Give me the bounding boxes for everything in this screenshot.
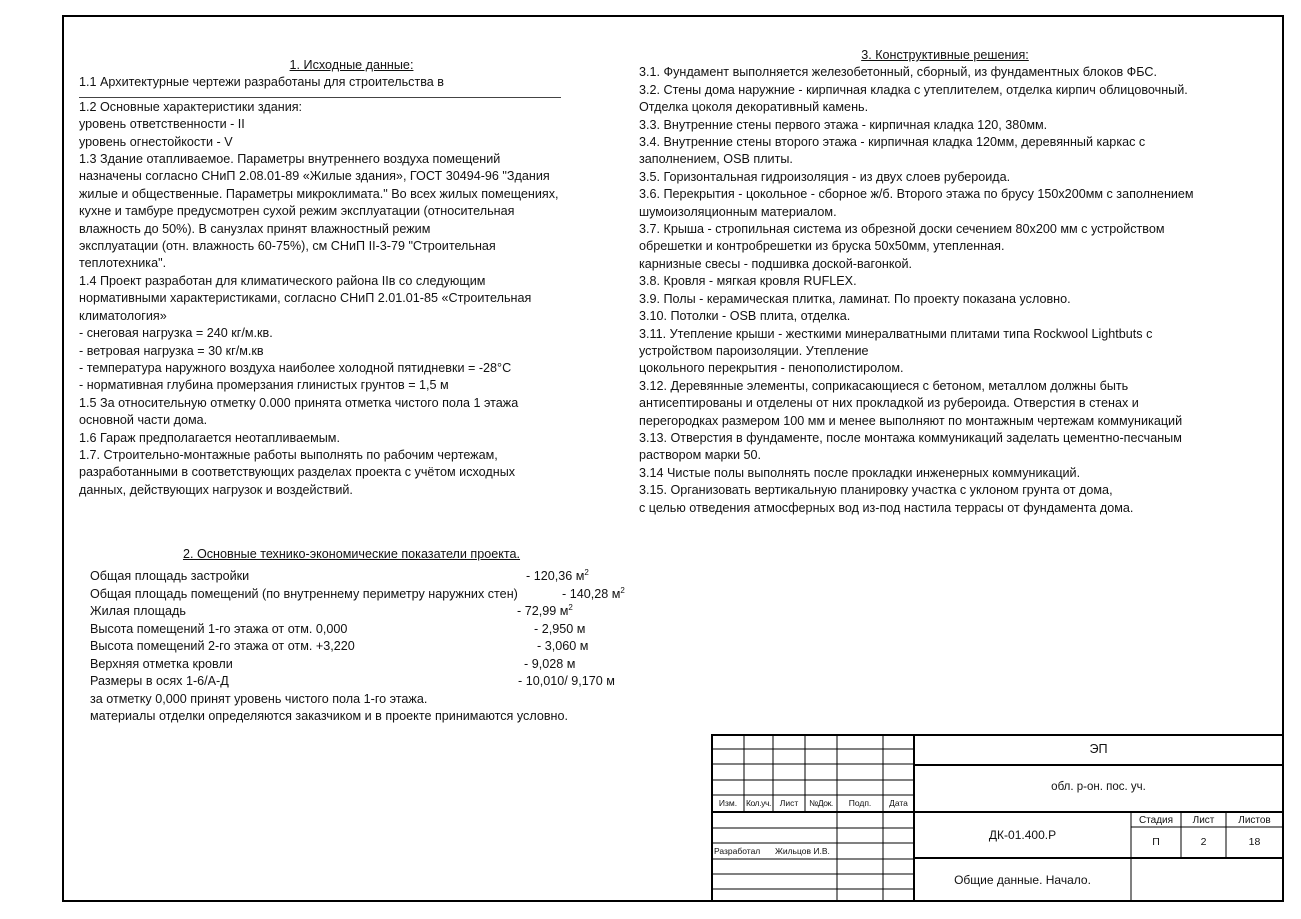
stamp-col-ndok: №Док. [809,798,833,808]
stamp-doc-code: ДК-01.400.Р [988,828,1057,842]
text-line: цокольного перекрытия - пенополистиролом. [639,361,904,376]
stamp-col-izm: Изм. [718,798,738,808]
indicator-row [90,621,650,639]
text-line: 3.8. Кровля - мягкая кровля RUFLEX. [639,274,857,289]
text-line: теплотехника". [79,256,167,271]
text-line: 1.5 За относительную отметку 0.000 принята отметка чистого пола 1 этажа [79,395,519,410]
indicator-value-text: - 72,99 м [517,604,569,618]
stamp-col-podp: Подп. [848,798,872,808]
indicator-label: Высота помещений 1-го этажа от отм. 0,000 [90,621,348,636]
unit-exponent: 2 [620,585,625,595]
indicator-label: Верхняя отметка кровли [90,656,233,671]
text-line: 1.4 Проект разработан для климатического района IIв со следующим [79,273,486,288]
indicator-row [90,586,650,604]
indicator-label: Жилая площадь [90,604,186,618]
text-line: - снеговая нагрузка = 240 кг/м.кв. [79,326,273,341]
indicator-value [524,656,575,674]
text-line: нормативными характеристиками, согласно СНиП 2.01.01-85 «Строительная [79,291,532,306]
section-constructive-solutions [639,47,1251,517]
stamp-sheet: 2 [1200,836,1207,848]
text-line: шумоизоляционным материалом. [639,204,837,219]
text-line: обрешетки и контробрешетки из бруска 50х50мм, утепленная. [639,239,1005,254]
stamp-stage: П [1152,836,1160,848]
indicator-value [537,638,588,656]
text-line: 3.6. Перекрытия - цокольное - сборное ж/б. Второго этажа по брусу 150х200мм с заполнением [639,187,1194,202]
text-line: - нормативная глубина промерзания глинистых грунтов = 1,5 м [79,378,449,393]
text-line: 1.1 Архитектурные чертежи разработаны для строительства в [79,75,444,90]
indicator-row [90,638,650,656]
text-line: 1.3 Здание отапливаемое. Параметры внутреннего воздуха помещений [79,152,501,167]
text-line: данных, действующих нагрузок и воздействий. [79,482,353,497]
text-line: устройством пароизоляции. Утепление [639,343,869,358]
text-line: 1.2 Основные характеристики здания: [79,99,303,114]
section2-title: 2. Основные технико-экономические показатели проекта. [182,547,521,561]
indicator-value [517,603,573,621]
text-line: 1.6 Гараж предполагается неотапливаемым. [79,430,340,445]
indicator-note: за отметку 0,000 принят уровень чистого пола 1-го этажа. [90,691,428,706]
text-line: 3.14 Чистые полы выполнять после прокладки инженерных коммуникаций. [639,465,1081,480]
text-line: 3.15. Организовать вертикальную планировку участка с уклоном грунта от дома, [639,483,1113,498]
text-line: назначены согласно СНиП 2.08.01-89 «Жилые здания», ГОСТ 30494-96 "Здания [79,169,550,184]
blank-underline [79,97,561,98]
section3-lines [639,64,1251,517]
text-line: 3.9. Полы - керамическая плитка, ламинат. По проекту показана условно. [639,291,1071,306]
text-line: 3.10. Потолки - OSB плита, отделка. [639,309,851,324]
indicator-label: Высота помещений 2-го этажа от отм. +3,220 [90,639,355,653]
section1-lines-b [79,99,624,499]
stamp-col-list: Лист [779,798,799,808]
text-line: раствором марки 50. [639,448,762,463]
text-line: 3.13. Отверстия в фундаменте, после монтажа коммуникаций заделать цементно-песчаным [639,430,1182,445]
text-line: 3.3. Внутренние стены первого этажа - кирпичная кладка 120, 380мм. [639,117,1048,132]
indicator-value [562,586,625,604]
text-line: 3.4. Внутренние стены второго этажа - кирпичная кладка 120мм, деревянный каркас с [639,135,1146,150]
stamp-col-data: Дата [889,798,908,808]
text-line: 3.12. Деревянные элементы, соприкасающиеся с бетоном, металлом должны быть [639,378,1129,393]
indicator-label: Общая площадь застройки [90,569,250,583]
unit-exponent: 2 [568,603,573,612]
title-block [711,734,1284,902]
text-line: 3.11. Утепление крыши - жесткими минералватными плитами типа Rockwool Lightbuts с [639,326,1153,341]
text-line: уровень ответственности - II [79,117,245,132]
text-line: Отделка цоколя декоративный камень. [639,100,869,115]
section1-lines-a [79,74,624,91]
text-line: 3.2. Стены дома наружние - кирпичная кладка с утеплителем, отделка кирпич облицовочный. [639,82,1188,97]
section-tech-indicators [90,568,650,726]
stamp-developer-label: Разработал [714,846,761,856]
indicator-row [90,568,650,586]
text-line: перегородках размером 100 мм и менее выполняют по монтажным чертежам коммуникаций [639,413,1183,428]
text-line: влажность до 50%). В санузлах принят влажностный режим [79,221,431,236]
stamp-author: Жильцов И.В. [775,846,830,856]
stamp-stage-label: Стадия [1138,815,1174,826]
indicator-row [90,603,650,621]
text-line: эксплуатации (отн. влажность 60-75%), см СНиП II-3-79 "Строительная [79,239,496,254]
text-line: жилые и общественные. Параметры микроклимата." Во всех жилых помещениях, [79,186,559,201]
indicator-value [526,568,589,586]
stamp-col-kol: Кол.уч. [745,798,772,808]
text-line: кухне и тамбуре предусмотрен сухой режим эксплуатации (относительная [79,204,515,219]
text-line: карнизные свесы - подшивка доской-вагонкой. [639,256,913,271]
text-line: разработанными в соответствующих разделах проекта с учётом исходных [79,465,516,480]
text-line: 3.5. Горизонтальная гидроизоляция - из двух слоев рубероида. [639,169,1011,184]
text-line: антисептированы и отделены от них прокладкой из рубероида. Отверстия в стенах и [639,396,1139,411]
stamp-sheet-label: Лист [1192,815,1215,826]
text-line: климатология» [79,308,167,323]
text-line: основной части дома. [79,413,208,428]
stamp-sheet-title: Общие данные. Начало. [954,873,1091,887]
indicator-value-text: - 2,950 м [534,621,586,636]
stamp-sheets: 18 [1248,836,1261,848]
stamp-location: обл. р-он. пос. уч. [1051,781,1146,793]
text-line: уровень огнестойкости - V [79,134,233,149]
unit-exponent: 2 [584,568,589,577]
indicator-value-text: - 140,28 м [562,586,621,601]
text-line: заполнением, OSB плиты. [639,152,793,167]
section1-title: 1. Исходные данные: [289,58,414,72]
section3-title: 3. Конструктивные решения: [861,48,1029,62]
indicator-value-text: - 120,36 м [526,569,585,583]
indicator-row [90,656,650,674]
indicator-value-text: - 9,028 м [524,656,576,671]
text-line: с целью отведения атмосферных вод из-под настила террасы от фундамента дома. [639,500,1134,515]
indicator-label: Общая площадь помещений (по внутреннему периметру наружних стен) [90,586,518,601]
text-line: 3.7. Крыша - стропильная система из обрезной доски сечением 80х200 мм с устройством [639,222,1165,237]
indicator-value [534,621,585,639]
indicator-value-text: - 10,010/ 9,170 м [518,674,615,688]
section-initial-data [79,57,624,499]
stamp-sheets-label: Листов [1238,815,1271,826]
indicator-row [90,673,650,691]
indicator-value [518,673,615,691]
text-line: 1.7. Строительно-монтажные работы выполнять по рабочим чертежам, [79,447,498,462]
text-line: 3.1. Фундамент выполняется железобетонный, сборный, из фундаментных блоков ФБС. [639,65,1157,80]
indicator-label: Размеры в осях 1-6/А-Д [90,674,229,688]
stamp-project-code: ЭП [1089,742,1108,756]
indicator-value-text: - 3,060 м [537,639,589,653]
text-line: - ветровая нагрузка = 30 кг/м.кв [79,343,264,358]
text-line: - температура наружного воздуха наиболее холодной пятидневки = -28°С [79,360,512,375]
indicator-note: материалы отделки определяются заказчиком и в проекте принимаются условно. [90,709,568,723]
